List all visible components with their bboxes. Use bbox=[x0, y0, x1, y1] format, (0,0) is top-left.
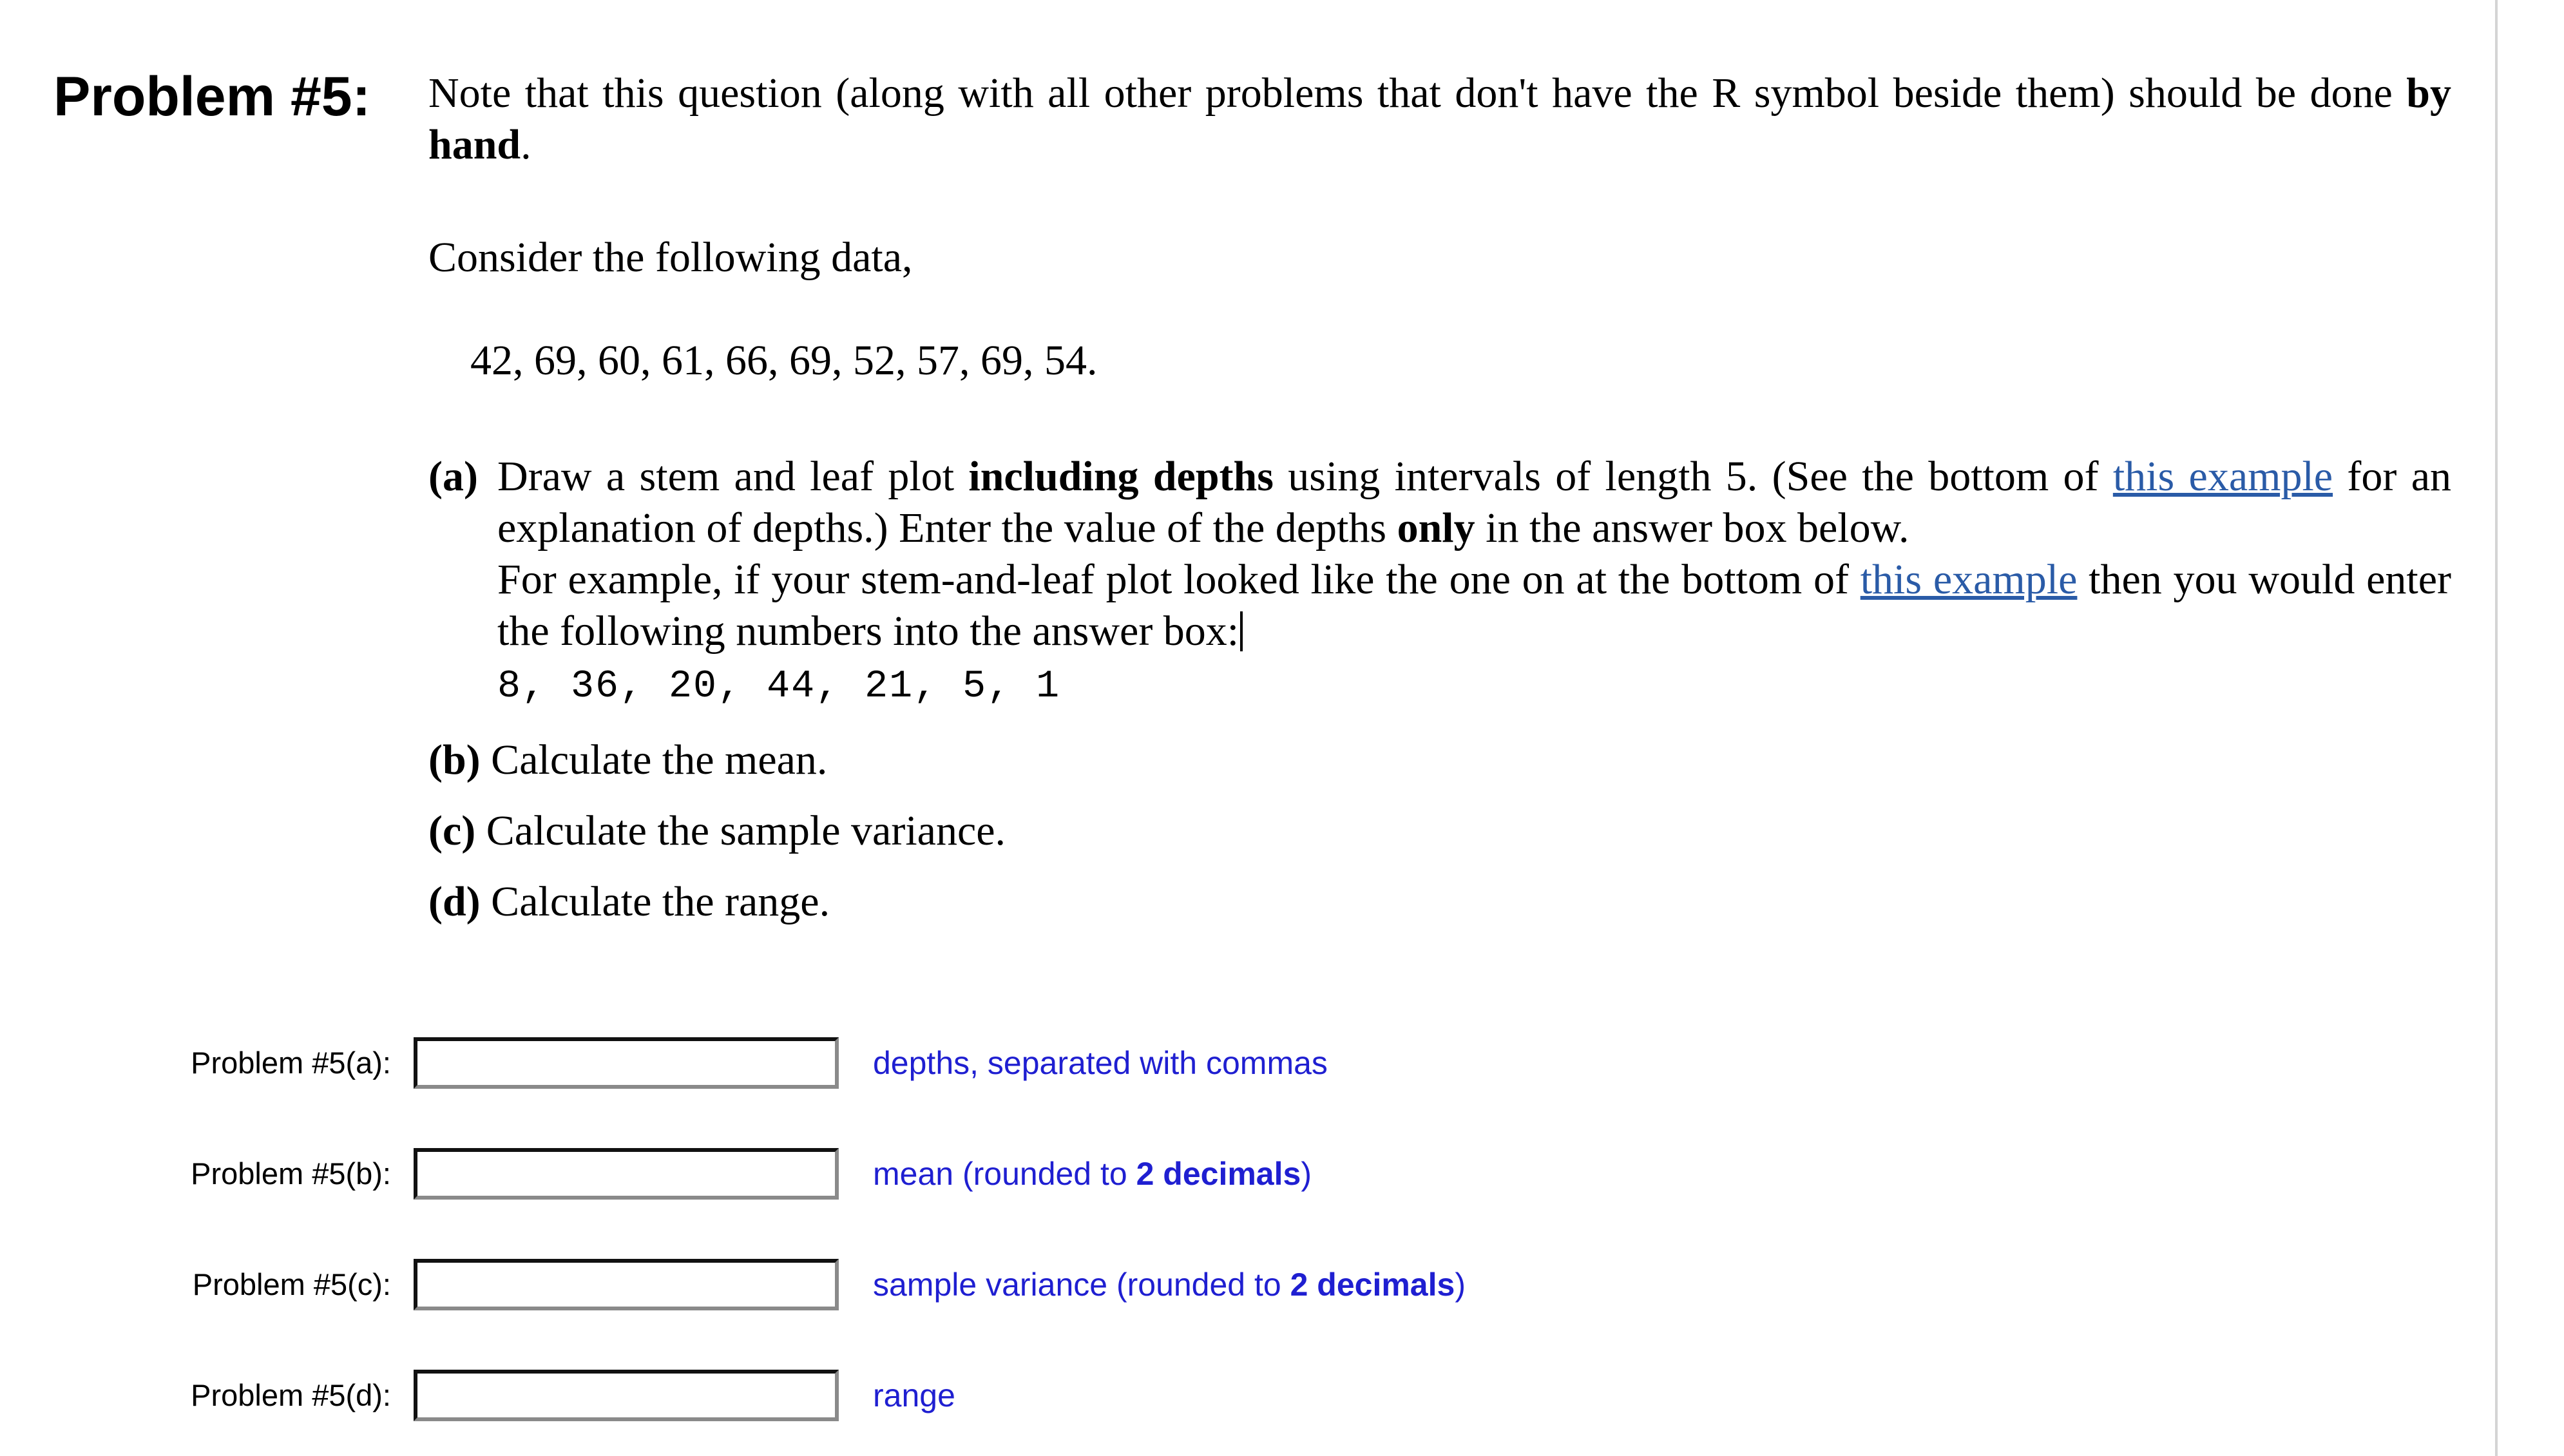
part-a-example-text: then you would enter the following numbers into the answer box: bbox=[497, 556, 2451, 655]
hint-end: ) bbox=[1455, 1267, 1466, 1303]
note-emphasis: by hand bbox=[428, 70, 2451, 168]
answer-label-d: Problem #5(d): bbox=[191, 1378, 391, 1412]
hint-end: ) bbox=[1301, 1156, 1312, 1192]
this-example-link-2[interactable]: this example bbox=[1860, 556, 2078, 603]
consider-text: Consider the following data, bbox=[428, 234, 913, 281]
part-a-text: Draw a stem and leaf plot bbox=[497, 453, 969, 500]
part-b-text: Calculate the mean. bbox=[491, 736, 828, 783]
note-end: . bbox=[521, 121, 531, 168]
answer-hint-a bbox=[873, 1044, 1328, 1082]
part-a bbox=[428, 451, 2451, 713]
part-b bbox=[428, 734, 827, 786]
hint-text: depths, separated with commas bbox=[873, 1045, 1328, 1081]
part-a-content bbox=[497, 451, 2451, 713]
hint-text: mean (rounded to bbox=[873, 1156, 1136, 1192]
part-c-text: Calculate the sample variance. bbox=[486, 807, 1006, 854]
part-c bbox=[428, 805, 1006, 857]
answer-hint-d bbox=[873, 1376, 955, 1415]
part-a-bold-only: only bbox=[1397, 504, 1475, 551]
part-c-label: (c) bbox=[428, 807, 476, 854]
answer-label-a: Problem #5(a): bbox=[191, 1046, 391, 1080]
answer-input-d[interactable] bbox=[414, 1370, 839, 1421]
part-d bbox=[428, 876, 830, 928]
hint-bold: 2 decimals bbox=[1290, 1267, 1455, 1303]
answer-input-c[interactable] bbox=[414, 1259, 839, 1310]
part-a-bold-depths: including depths bbox=[968, 453, 1274, 500]
this-example-link-1[interactable]: this example bbox=[2112, 453, 2333, 500]
example-depths: 8, 36, 20, 44, 21, 5, 1 bbox=[497, 665, 1061, 709]
part-a-example-text: For example, if your stem-and-leaf plot looked like the one on at the bottom of bbox=[497, 556, 1861, 603]
problem-heading: Problem #5: bbox=[53, 66, 371, 128]
part-a-text: for an explanation of depths.) Enter the value of the depths bbox=[497, 453, 2451, 551]
answer-input-a[interactable] bbox=[414, 1037, 839, 1089]
problem-note bbox=[428, 68, 2451, 171]
answer-label-b: Problem #5(b): bbox=[191, 1156, 391, 1191]
note-text: Note that this question (along with all other problems that don't have the R symbol beside them) should be done bbox=[428, 70, 2407, 117]
part-a-text: in the answer box below. bbox=[1475, 504, 1909, 551]
part-a-text: using intervals of length 5. (See the bottom of bbox=[1273, 453, 2113, 500]
answer-hint-c bbox=[873, 1265, 1466, 1304]
answer-label-c: Problem #5(c): bbox=[192, 1267, 391, 1301]
part-d-text: Calculate the range. bbox=[491, 878, 830, 925]
page-right-border bbox=[2495, 0, 2498, 1456]
answer-input-b[interactable] bbox=[414, 1148, 839, 1200]
part-d-label: (d) bbox=[428, 878, 481, 925]
answer-hint-b bbox=[873, 1154, 1312, 1193]
hint-text: sample variance (rounded to bbox=[873, 1267, 1290, 1303]
text-cursor bbox=[1240, 611, 1243, 651]
part-a-label: (a) bbox=[428, 453, 478, 500]
part-b-label: (b) bbox=[428, 736, 481, 783]
hint-bold: 2 decimals bbox=[1136, 1156, 1301, 1192]
hint-text: range bbox=[873, 1377, 955, 1413]
data-values: 42, 69, 60, 61, 66, 69, 52, 57, 69, 54. bbox=[470, 337, 1098, 384]
